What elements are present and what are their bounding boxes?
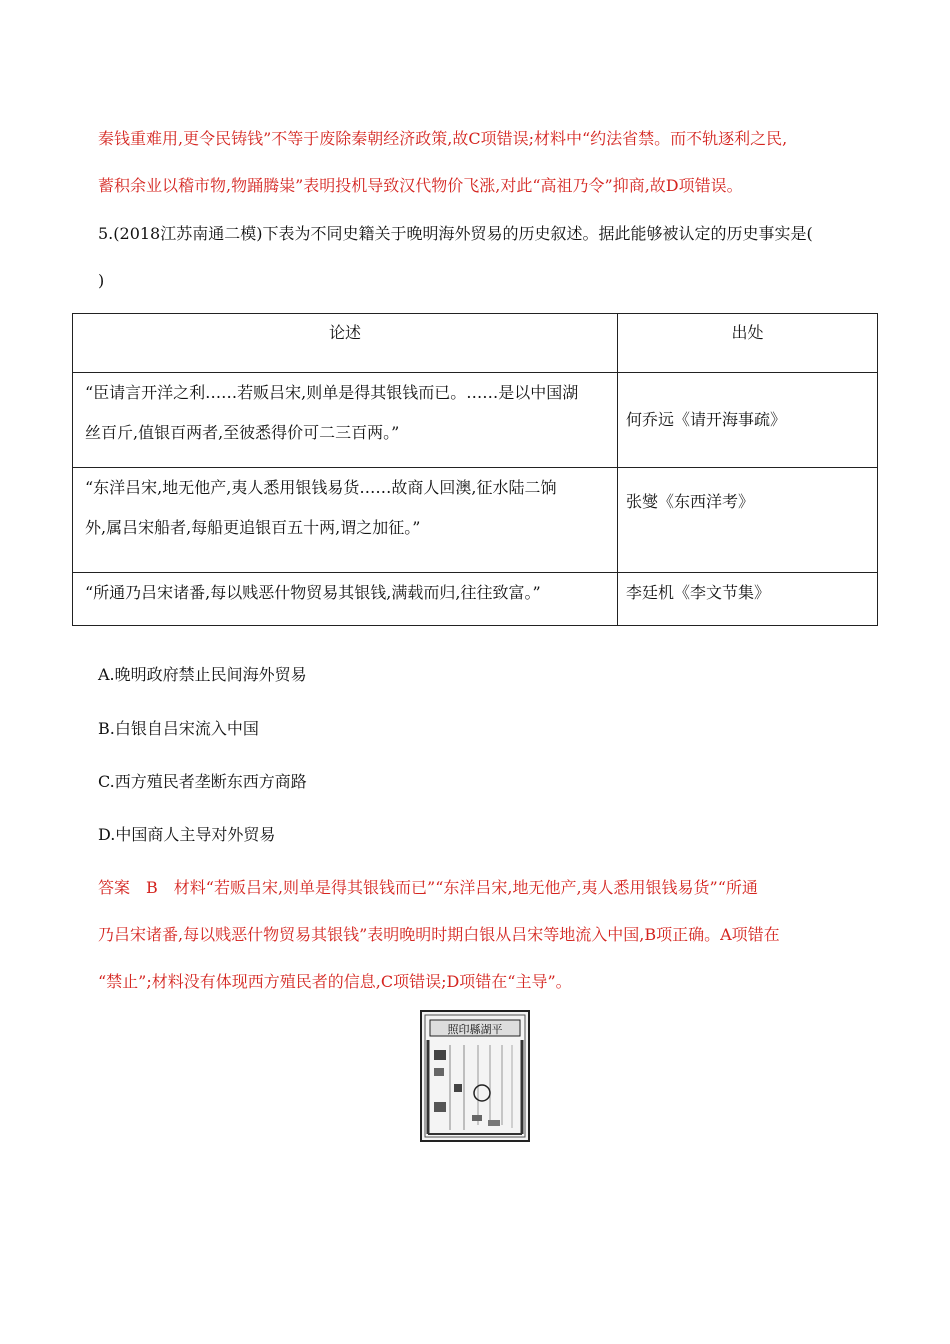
license-banner-text: 照印縣湖平 xyxy=(447,1023,503,1036)
explanation-line-1: 秦钱重难用,更令民铸钱”不等于废除秦朝经济政策,故C项错误;材料中“约法省禁。而不轨逐利之民, xyxy=(98,129,788,148)
option-d: D.中国商人主导对外贸易 xyxy=(98,825,276,844)
answer-line-3: “禁止”;材料没有体现西方殖民者的信息,C项错误;D项错在“主导”。 xyxy=(98,972,572,991)
statement-line: “东洋吕宋,地无他产,夷人悉用银钱易货……故商人回澳,征水陆二饷 xyxy=(85,478,557,497)
explanation-line-2: 蓄积余业以稽市物,物踊腾粜”表明投机导致汉代物价飞涨,对此“高祖乃令”抑商,故D项错误。 xyxy=(98,176,743,195)
header-source: 出处 xyxy=(618,314,878,373)
option-c: C.西方殖民者垄断东西方商路 xyxy=(98,772,307,791)
source-cell: 张燮《东西洋考》 xyxy=(618,468,878,573)
table-row xyxy=(73,573,878,626)
question-line-1: 5.(2018江苏南通二模)下表为不同史籍关于晚明海外贸易的历史叙述。据此能够被认定的历史事实是( xyxy=(98,224,813,243)
source-cell: 何乔远《请开海事疏》 xyxy=(618,373,878,468)
source-cell: 李廷机《李文节集》 xyxy=(618,573,878,626)
explanation-paragraph xyxy=(98,115,868,209)
option-a: A.晚明政府禁止民间海外贸易 xyxy=(98,665,307,684)
table-header-row xyxy=(73,314,878,373)
table-row xyxy=(73,373,878,468)
answer-paragraph xyxy=(98,864,868,1005)
table-row xyxy=(73,468,878,573)
statement-cell xyxy=(73,373,618,468)
statement-line: “所通乃吕宋诸番,每以贱恶什物贸易其银钱,满载而归,往往致富。” xyxy=(85,583,541,602)
statement-cell xyxy=(73,573,618,626)
license-illustration xyxy=(420,1010,530,1142)
header-statement: 论述 xyxy=(73,314,618,373)
statement-line: 丝百斤,值银百两者,至彼悉得价可二三百两。” xyxy=(85,423,400,442)
statement-cell xyxy=(73,468,618,573)
historical-license-image xyxy=(420,1010,530,1142)
statement-line: 外,属吕宋船者,每船更追银百五十两,谓之加征。” xyxy=(85,518,421,537)
option-b: B.白银自吕宋流入中国 xyxy=(98,719,259,738)
answer-line-1: 答案 B 材料“若贩吕宋,则单是得其银钱而已”“东洋吕宋,地无他产,夷人悉用银钱易货”“所通 xyxy=(98,878,758,897)
statement-line: “臣请言开洋之利……若贩吕宋,则单是得其银钱而已。……是以中国湖 xyxy=(85,383,579,402)
answer-line-2: 乃吕宋诸番,每以贱恶什物贸易其银钱”表明晚明时期白银从吕宋等地流入中国,B项正确。A项错在 xyxy=(98,925,780,944)
question-stem xyxy=(98,210,868,304)
source-table xyxy=(72,313,878,626)
question-line-2: ) xyxy=(98,271,105,290)
